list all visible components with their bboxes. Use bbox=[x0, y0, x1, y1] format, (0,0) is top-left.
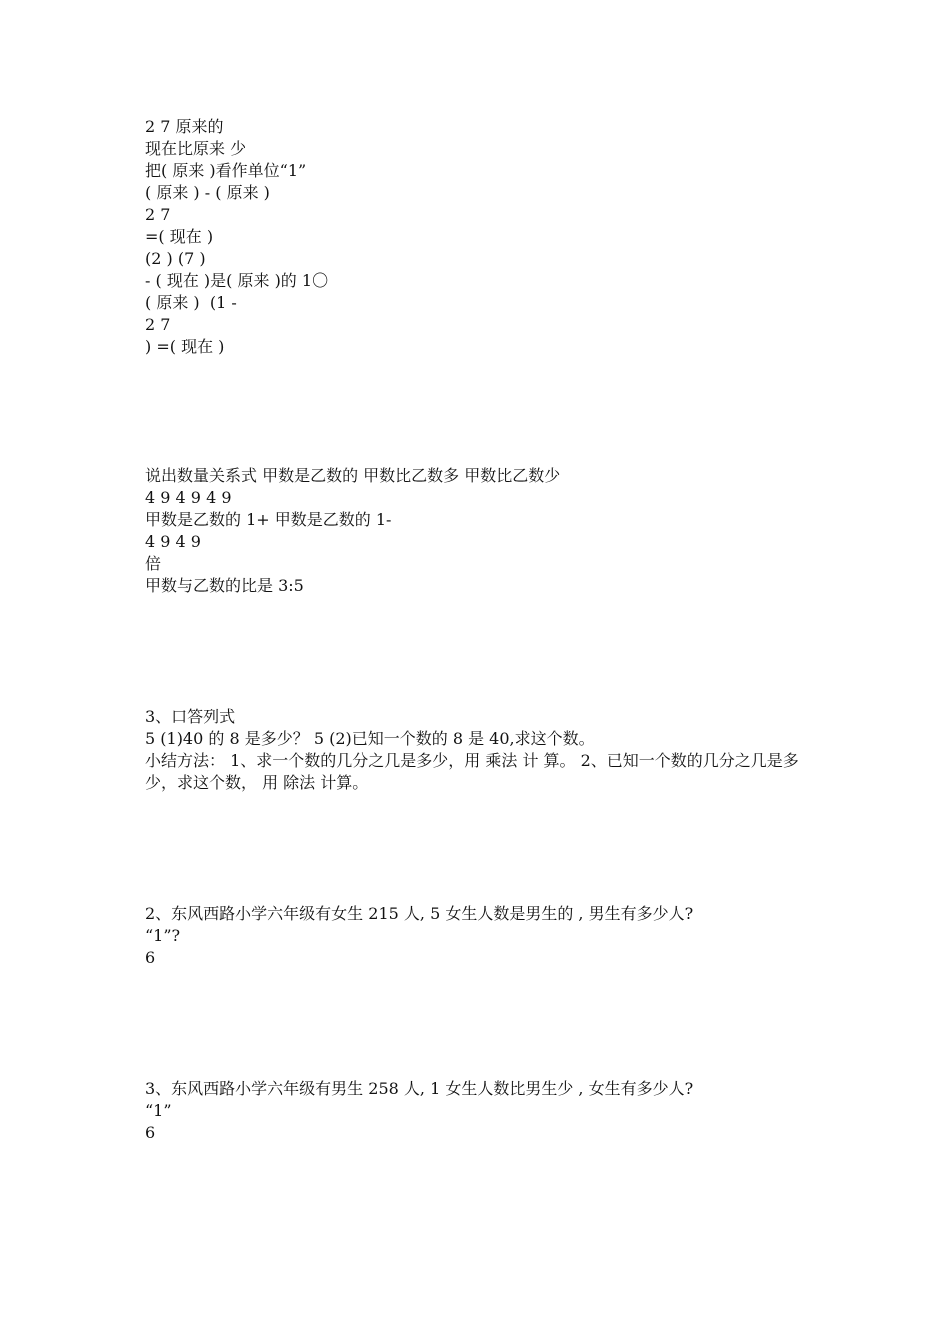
text-line: 6 bbox=[145, 948, 156, 967]
problem-3-section bbox=[145, 1078, 815, 1144]
problem-2-section bbox=[145, 903, 815, 969]
text-line: 2 7 bbox=[145, 205, 171, 224]
text-line: 6 bbox=[145, 1123, 156, 1142]
text-line: 2 7 bbox=[145, 315, 171, 334]
section-title: 3、口答列式 bbox=[145, 707, 236, 726]
text-line: 4 9 4 9 bbox=[145, 532, 201, 551]
text-line: =( 现在 ) bbox=[145, 227, 214, 246]
problem-text: 3、东风西路小学六年级有男生 258 人, 1 女生人数比男生少 , 女生有多少人? bbox=[145, 1079, 694, 1098]
text-line: (2 ) (7 ) bbox=[145, 249, 206, 268]
fraction-relation-section bbox=[145, 116, 815, 358]
text-line: 现在比原来 少 bbox=[145, 139, 247, 158]
text-line: 4 9 4 9 4 9 bbox=[145, 488, 232, 507]
problem-text: 2、东风西路小学六年级有女生 215 人, 5 女生人数是男生的 , 男生有多少人? bbox=[145, 904, 694, 923]
text-line: ( 原来 ) - ( 原来 ) bbox=[145, 183, 270, 202]
text-line: - ( 现在 )是( 原来 )的 1〇 bbox=[145, 271, 329, 290]
summary-paragraph: 小结方法： 1、求一个数的几分之几是多少，用 乘法 计 算。 2、已知一个数的几分之几是多少，求这个数， 用 除法 计算。 bbox=[145, 751, 799, 792]
text-line: 甲数与乙数的比是 3:5 bbox=[145, 576, 304, 595]
text-line: ) =( 现在 ) bbox=[145, 337, 225, 356]
oral-answer-section bbox=[145, 706, 815, 794]
quantity-relation-section bbox=[145, 465, 815, 597]
text-line: “1”? bbox=[145, 926, 181, 945]
text-line: 说出数量关系式 甲数是乙数的 甲数比乙数多 甲数比乙数少 bbox=[145, 466, 561, 485]
text-line: 倍 bbox=[145, 554, 162, 573]
text-line: 把( 原来 )看作单位“1” bbox=[145, 161, 307, 180]
text-line: ( 原来 ) (1 - bbox=[145, 293, 237, 312]
text-line: 2 7 原来的 bbox=[145, 117, 224, 136]
text-line: 甲数是乙数的 1+ 甲数是乙数的 1- bbox=[145, 510, 392, 529]
text-line: “1” bbox=[145, 1101, 172, 1120]
question-line: 5 (1)40 的 8 是多少？ 5 (2)已知一个数的 8 是 40,求这个数。 bbox=[145, 729, 595, 748]
